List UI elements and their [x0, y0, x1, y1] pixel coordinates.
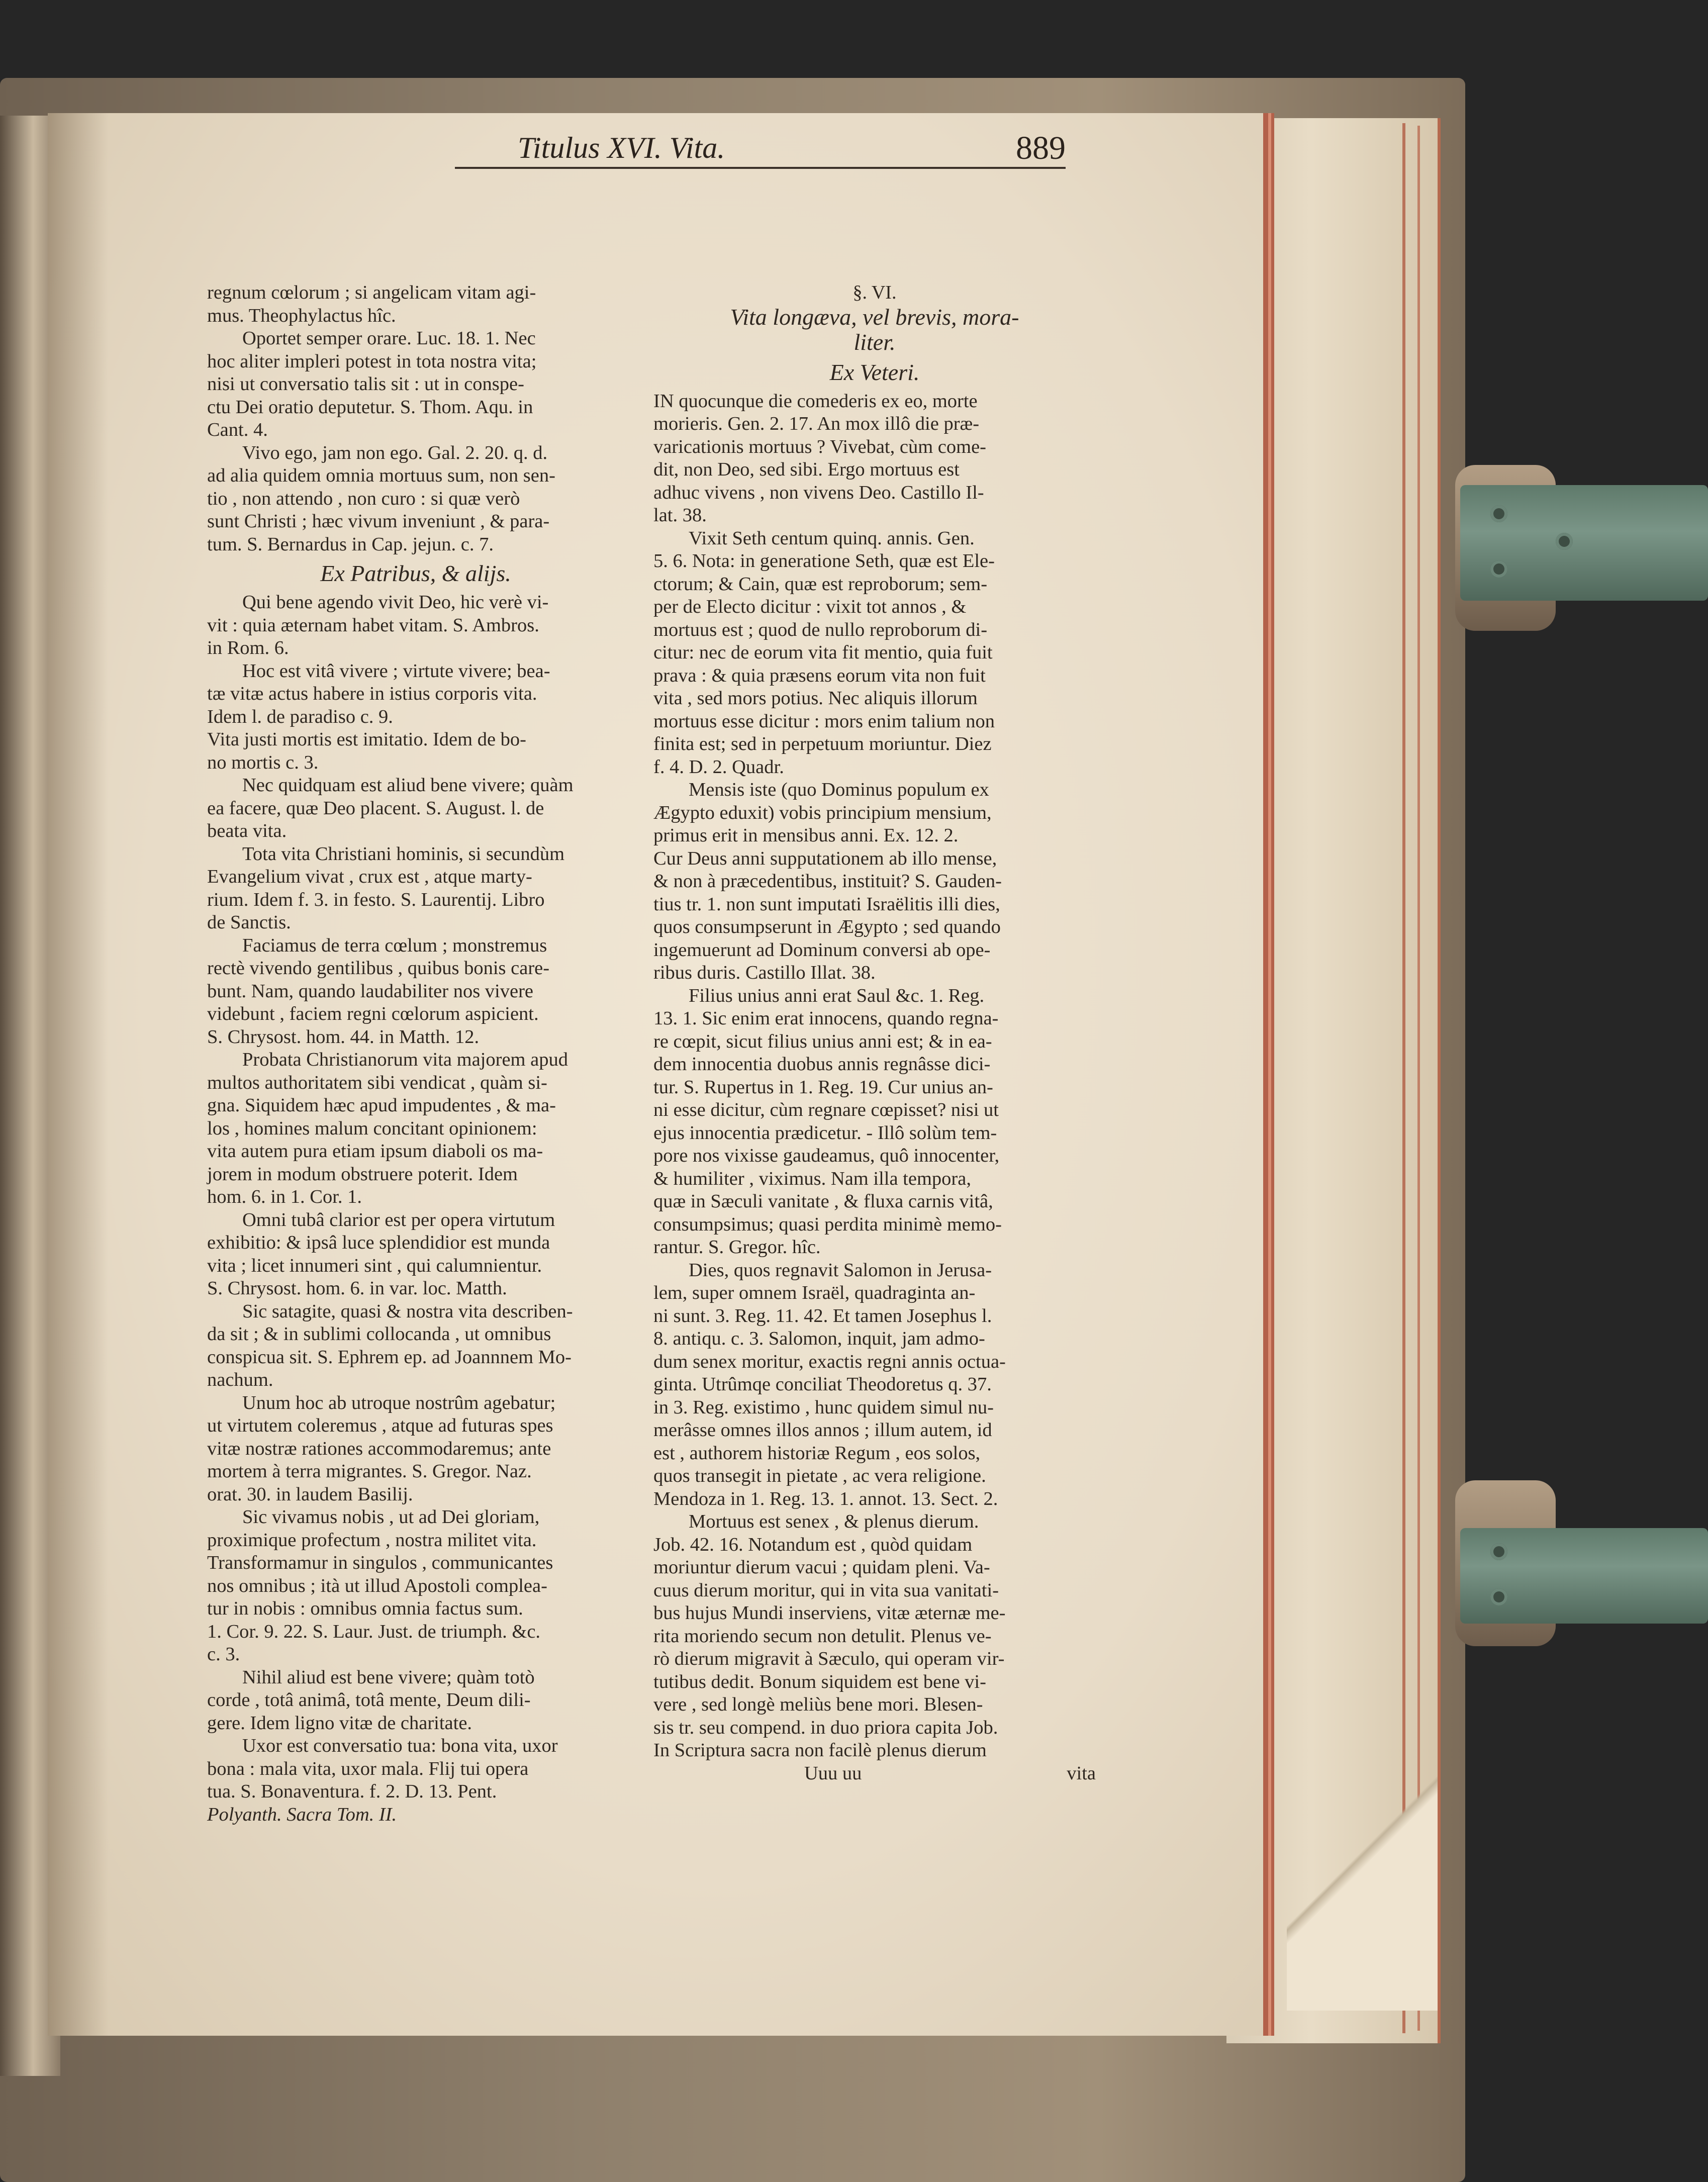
text-line: Sic vivamus nobis , ut ad Dei gloriam, — [242, 1506, 540, 1528]
section-title: liter. — [853, 329, 896, 355]
text-line: primus erit in mensibus anni. Ex. 12. 2. — [653, 825, 959, 846]
text-line: conspicua sit. S. Ephrem ep. ad Joannnem Mo- — [207, 1346, 572, 1368]
text-line: cuus dierum moritur, qui in vita sua vanitati- — [653, 1579, 999, 1601]
text-line: Mensis iste (quo Dominus populum ex — [689, 779, 989, 800]
text-line: dum senex moritur, exactis regni annis octua- — [653, 1351, 1006, 1372]
text-line: Nihil aliud est bene vivere; quàm totò — [242, 1666, 535, 1688]
text-line: In Scriptura sacra non facilè plenus dierum — [653, 1740, 987, 1761]
text-line: quæ in Sæculi vanitate , & fluxa carnis vitâ, — [653, 1191, 993, 1212]
text-line: Filius unius anni erat Saul &c. 1. Reg. — [689, 985, 985, 1006]
text-line: f. 4. D. 2. Quadr. — [653, 756, 784, 778]
text-line: Unum hoc ab utroque nostrûm agebatur; — [242, 1392, 556, 1413]
text-line: Qui bene agendo vivit Deo, hic verè vi- — [242, 592, 549, 613]
text-line: tum. S. Bernardus in Cap. jejun. c. 7. — [207, 533, 494, 555]
text-line: ni sunt. 3. Reg. 11. 42. Et tamen Josephus l. — [653, 1305, 992, 1326]
footer-line — [653, 1762, 1096, 1785]
text-line: varicationis mortuus ? Vivebat, cùm come- — [653, 436, 986, 457]
text-line: per de Electo dicitur : vixit tot annos , & — [653, 596, 967, 617]
text-line: re cœpit, sicut filius unius anni est; & in ea- — [653, 1030, 992, 1052]
section-title: Vita longæva, vel brevis, mora- — [730, 304, 1019, 330]
text-line: Vivo ego, jam non ego. Gal. 2. 20. q. d. — [242, 442, 548, 463]
text-line: ea facere, quæ Deo placent. S. August. l. de — [207, 797, 544, 819]
folded-corner — [1287, 1709, 1438, 2011]
text-line: Probata Christianorum vita majorem apud — [242, 1049, 568, 1070]
text-line: rita moriendo secum non detulit. Plenus ve- — [653, 1625, 992, 1647]
running-title: Titulus XVI. Vita. — [518, 131, 725, 164]
text-line: adhuc vivens , non vivens Deo. Castillo Il- — [653, 482, 984, 503]
text-line: da sit ; & in sublimi collocanda , ut omnibus — [207, 1323, 551, 1345]
text-line: no mortis c. 3. — [207, 751, 319, 773]
text-line: nachum. — [207, 1369, 273, 1390]
text-line: citur: nec de eorum vita fit mentio, quia fuit — [653, 642, 993, 663]
text-line: & humiliter , viximus. Nam illa tempora, — [653, 1168, 971, 1189]
text-line: lat. 38. — [653, 505, 707, 526]
text-line: nisi ut conversatio talis sit : ut in conspe- — [207, 373, 524, 395]
text-line: mortuus esse dicitur : mors enim talium non — [653, 710, 995, 732]
text-line: hoc aliter impleri potest in tota nostra vita; — [207, 350, 537, 372]
text-line: Ægypto eduxit) vobis principium mensium, — [653, 802, 992, 823]
text-line: ribus duris. Castillo Illat. 38. — [653, 962, 876, 983]
text-line: dem innocentia duobus annis regnâsse dici- — [653, 1054, 991, 1075]
text-line: vere , sed longè meliùs bene mori. Blesen- — [653, 1694, 983, 1715]
text-line: Faciamus de terra cœlum ; monstremus — [242, 934, 547, 956]
text-line: rantur. S. Gregor. hîc. — [653, 1237, 821, 1258]
text-line: bunt. Nam, quando laudabiliter nos vivere — [207, 980, 533, 1002]
section-heading: Ex Patribus, & alijs. — [320, 560, 511, 586]
text-line: c. 3. — [207, 1644, 240, 1665]
text-line: moriuntur dierum vacui ; quidam pleni. Va- — [653, 1557, 990, 1578]
text-line: Cant. 4. — [207, 419, 268, 440]
text-line: ad alia quidem omnia mortuus sum, non sen- — [207, 465, 555, 486]
text-line: & non à præcedentibus, instituit? S. Gauden- — [653, 871, 1002, 892]
text-line: rò dierum migravit à Sæculo, qui operam vir- — [653, 1648, 1005, 1669]
text-line: ginta. Utrûmqe conciliat Theodoretus q. 37. — [653, 1374, 992, 1395]
text-line: in Rom. 6. — [207, 637, 289, 658]
right-column — [653, 281, 1096, 1785]
text-line: finita est; sed in perpetuum moriuntur. Diez — [653, 733, 992, 754]
text-line: Hoc est vitâ vivere ; virtute vivere; bea- — [242, 660, 550, 682]
text-line: gna. Siquidem hæc apud impudentes , & ma- — [207, 1095, 556, 1116]
text-line: tur. S. Rupertus in 1. Reg. 19. Cur unius an- — [653, 1076, 993, 1098]
text-line: tua. S. Bonaventura. f. 2. D. 13. Pent. — [207, 1781, 497, 1802]
text-line: Transformamur in singulos , communicantes — [207, 1552, 553, 1573]
text-line: rectè vivendo gentilibus , quibus bonis care- — [207, 958, 550, 979]
text-line: videbunt , faciem regni cœlorum aspicient. — [207, 1003, 539, 1024]
text-line: Vita justi mortis est imitatio. Idem de bo- — [207, 729, 526, 750]
text-line: jorem in modum obstruere poterit. Idem — [207, 1163, 518, 1185]
text-line: pore nos vixisse gaudeamus, quô innocenter, — [653, 1145, 1000, 1166]
page-number: 889 — [1016, 130, 1066, 166]
text-line: ut virtutem coleremus , atque ad futuras spes — [207, 1415, 553, 1436]
catchword: vita — [1067, 1762, 1096, 1784]
text-line: S. Chrysost. hom. 44. in Matth. 12. — [207, 1026, 480, 1048]
text-line: hom. 6. in 1. Cor. 1. — [207, 1186, 362, 1207]
text-line: Oportet semper orare. Luc. 18. 1. Nec — [242, 328, 536, 349]
text-line: Idem l. de paradiso c. 9. — [207, 706, 393, 727]
text-line: gere. Idem ligno vitæ de charitate. — [207, 1712, 472, 1734]
rivet — [1490, 1543, 1507, 1560]
text-line: mortuus est ; quod de nullo reproborum di- — [653, 619, 988, 640]
text-line: regnum cœlorum ; si angelicam vitam agi- — [207, 282, 536, 303]
text-line: tio , non attendo , non curo : si quæ verò — [207, 488, 520, 509]
text-line: ctorum; & Cain, quæ est reproborum; sem- — [653, 573, 988, 595]
text-line: merâsse omnes illos annos ; illum autem, id — [653, 1419, 992, 1441]
text-line: ingemuerunt ad Dominum conversi ab ope- — [653, 939, 991, 961]
text-line: proximique profectum , nostra militet vita. — [207, 1529, 537, 1551]
text-line: Mortuus est senex , & plenus dierum. — [689, 1511, 979, 1532]
text-line: Sic satagite, quasi & nostra vita describen- — [242, 1300, 573, 1322]
text-line: Job. 42. 16. Notandum est , quòd quidam — [653, 1534, 973, 1555]
text-line: nos omnibus ; ità ut illud Apostoli complea- — [207, 1575, 547, 1596]
text-line: exhibitio: & ipsâ luce splendidior est munda — [207, 1232, 550, 1253]
text-line: IN quocunque die comederis ex eo, morte — [653, 390, 978, 412]
rivet — [1490, 1588, 1507, 1605]
text-line: vita , sed mors potius. Nec aliquis illorum — [653, 688, 978, 709]
text-line: lem, super omnem Israël, quadraginta an- — [653, 1282, 976, 1303]
text-line: Omni tubâ clarior est per opera virtutum — [242, 1209, 555, 1230]
text-line: los , homines malum concitant opinionem: — [207, 1117, 537, 1139]
text-line: sis tr. seu compend. in duo priora capita Job. — [653, 1717, 998, 1738]
text-line: tius tr. 1. non sunt imputati Israëlitis illi dies, — [653, 893, 1000, 915]
running-head — [455, 127, 1066, 169]
text-line: mortem à terra migrantes. S. Gregor. Naz. — [207, 1461, 532, 1482]
rivet — [1556, 533, 1573, 550]
text-line: beata vita. — [207, 820, 287, 841]
text-line: Uxor est conversatio tua: bona vita, uxor — [242, 1735, 558, 1756]
signature-mark: Uuu uu — [804, 1762, 862, 1784]
text-line: est , authorem historiæ Regum , eos solos, — [653, 1442, 981, 1464]
rivet — [1490, 505, 1507, 522]
text-line: rium. Idem f. 3. in festo. S. Laurentij. Libro — [207, 889, 545, 910]
clasp-upper — [1460, 485, 1708, 601]
text-line: sunt Christi ; hæc vivum inveniunt , & para- — [207, 511, 550, 532]
section-number: §. VI. — [852, 282, 897, 303]
text-line: Dies, quos regnavit Salomon in Jerusa- — [689, 1259, 992, 1281]
text-line: vita autem pura etiam ipsum diaboli os ma- — [207, 1141, 543, 1162]
text-line: bona : mala vita, uxor mala. Flij tui opera — [207, 1758, 529, 1779]
text-line: vita ; licet innumeri sint , qui calumnientur. — [207, 1255, 542, 1276]
text-line: in 3. Reg. existimo , hunc quidem simul nu- — [653, 1396, 994, 1418]
text-line: quos transegit in pietate , ac vera religione. — [653, 1465, 986, 1486]
text-line: tæ vitæ actus habere in istius corporis vita. — [207, 683, 537, 704]
text-line: bus hujus Mundi inserviens, vitæ æternæ me- — [653, 1602, 1006, 1624]
left-column — [207, 281, 624, 1826]
text-line: 13. 1. Sic enim erat innocens, quando regna- — [653, 1008, 999, 1029]
text-line: prava : & quia præsens eorum vita non fuit — [653, 665, 986, 686]
subheading: Ex Veteri. — [829, 359, 920, 385]
text-line: Nec quidquam est aliud bene vivere; quàm — [242, 775, 574, 796]
text-line: 1. Cor. 9. 22. S. Laur. Just. de triumph. &c. — [207, 1621, 541, 1642]
text-line: mus. Theophylactus hîc. — [207, 305, 396, 326]
text-line: de Sanctis. — [207, 912, 291, 933]
text-line: quos consumpserunt in Ægypto ; sed quando — [653, 916, 1001, 937]
text-line: ni esse dicitur, cùm regnare cœpisset? nisi ut — [653, 1099, 999, 1120]
text-line: ejus innocentia prædicetur. - Illô solùm tem- — [653, 1122, 997, 1144]
text-line: morieris. Gen. 2. 17. An mox illô die præ- — [653, 413, 980, 434]
rivet — [1490, 560, 1507, 578]
text-line: Tota vita Christiani hominis, si secundùm — [242, 843, 565, 865]
text-line: dit, non Deo, sed sibi. Ergo mortuus est — [653, 459, 960, 480]
printer-signature: Polyanth. Sacra Tom. II. — [207, 1804, 397, 1825]
text-line: Cur Deus anni supputationem ab illo mense, — [653, 847, 997, 869]
text-line: 8. antiqu. c. 3. Salomon, inquit, jam admo- — [653, 1328, 985, 1349]
text-line: multos authoritatem sibi vendicat , quàm si- — [207, 1072, 547, 1093]
text-line: vit : quia æternam habet vitam. S. Ambros. — [207, 614, 539, 636]
text-line: orat. 30. in laudem Basilij. — [207, 1483, 413, 1505]
text-line: Evangelium vivat , crux est , atque marty- — [207, 866, 532, 887]
text-line: corde , totâ animâ, totâ mente, Deum dili- — [207, 1689, 531, 1711]
text-line: vitæ nostræ rationes accommodaremus; ante — [207, 1438, 551, 1459]
text-line: S. Chrysost. hom. 6. in var. loc. Matth. — [207, 1278, 507, 1299]
text-line: tutibus dedit. Bonum siquidem est bene vi- — [653, 1671, 986, 1692]
text-line: Mendoza in 1. Reg. 13. 1. annot. 13. Sect. 2. — [653, 1488, 998, 1509]
text-line: 5. 6. Nota: in generatione Seth, quæ est Ele- — [653, 550, 995, 572]
text-line: tur in nobis : omnibus omnia factus sum. — [207, 1598, 523, 1619]
page-gutter-shadow — [48, 113, 108, 2036]
text-line: consumpsimus; quasi perdita minimè memo- — [653, 1213, 1002, 1235]
clasp-lower — [1460, 1528, 1708, 1624]
text-line: Vixit Seth centum quinq. annis. Gen. — [689, 527, 975, 549]
text-line: ctu Dei oratio deputetur. S. Thom. Aqu. in — [207, 396, 533, 418]
